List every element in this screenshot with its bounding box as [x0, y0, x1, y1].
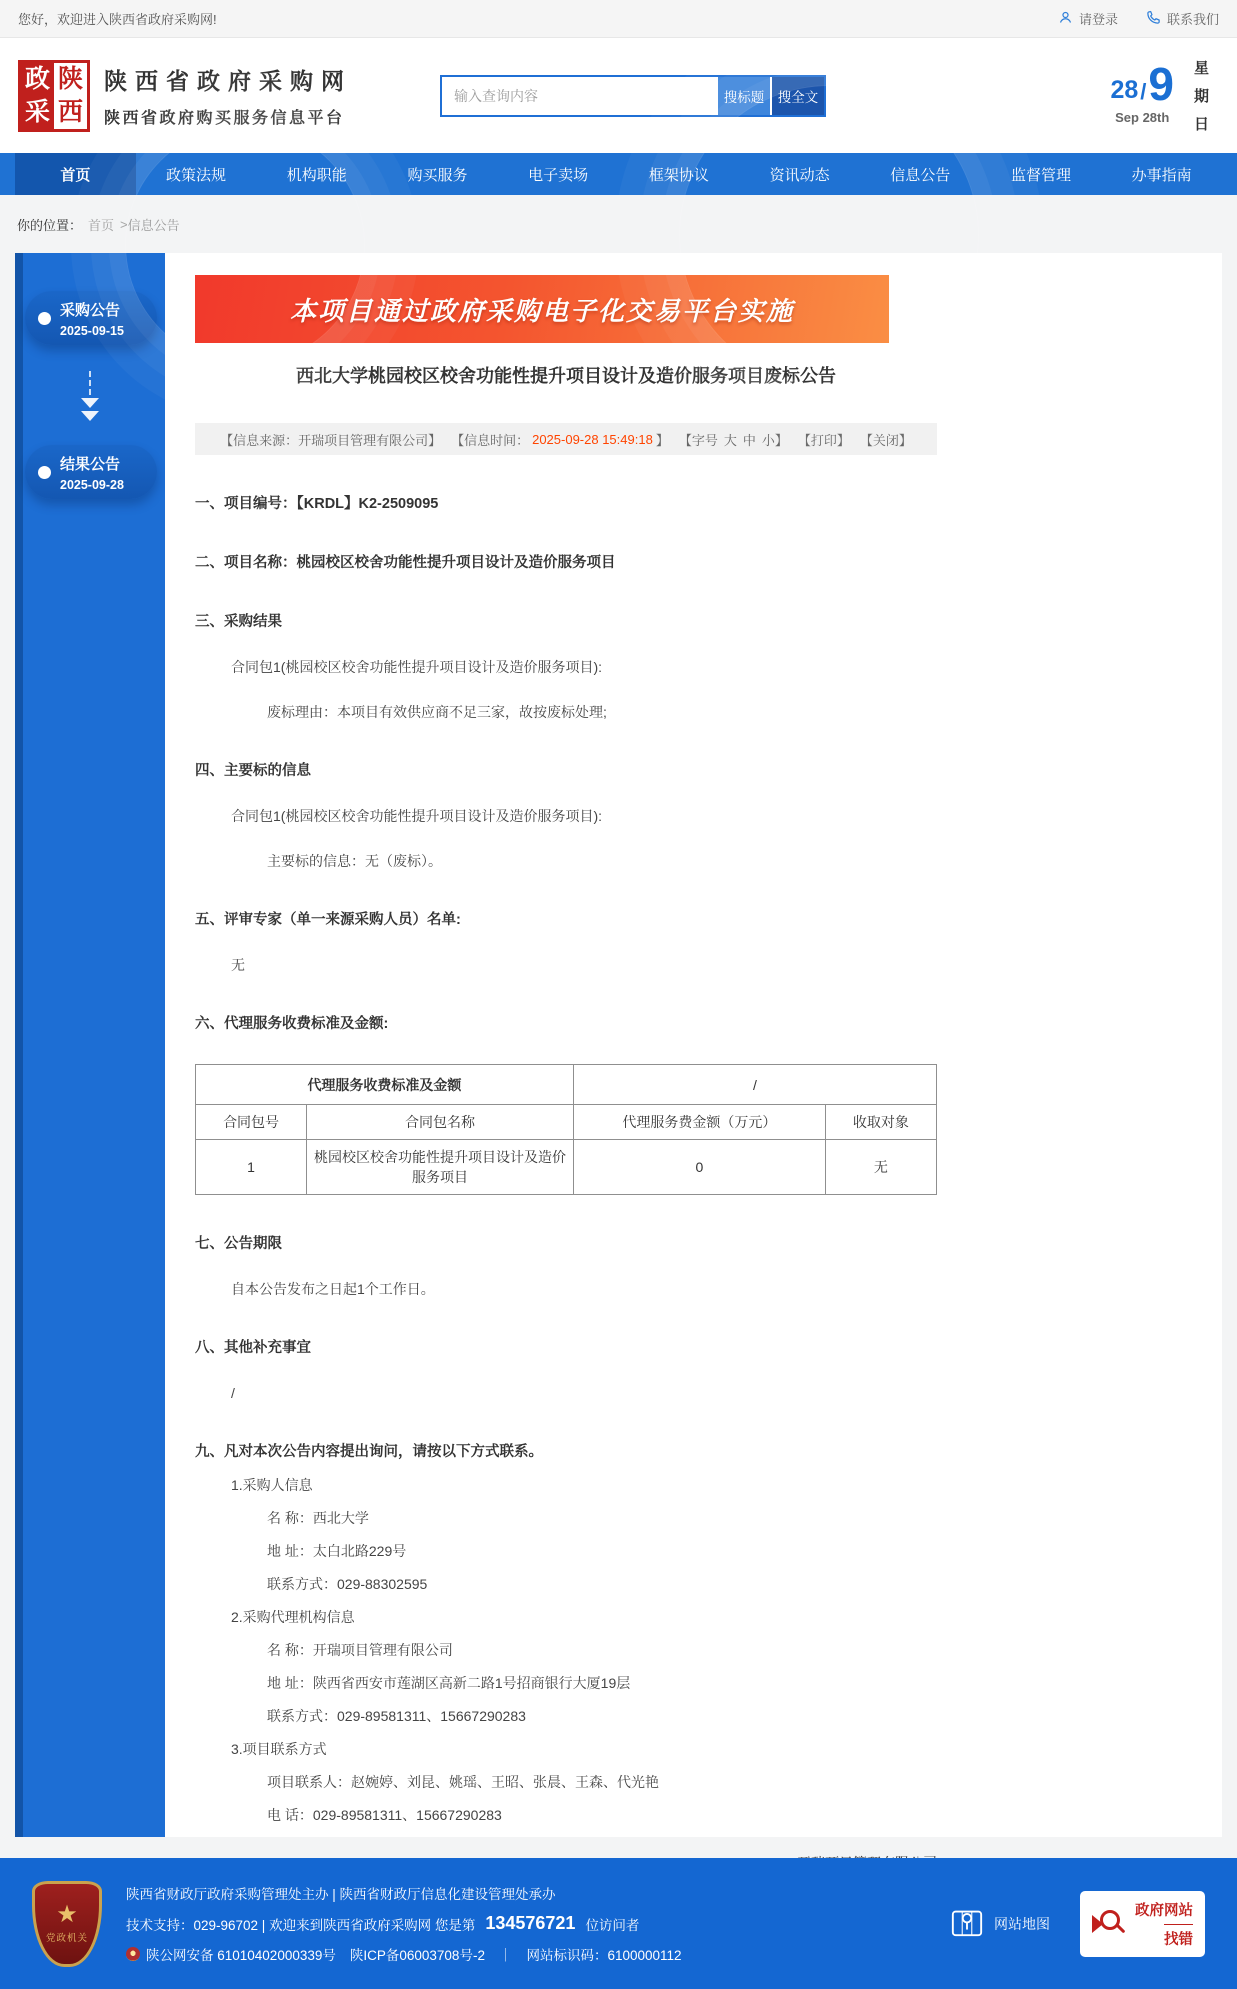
- article-card: [165, 253, 1222, 1837]
- breadcrumb-home[interactable]: 首页: [88, 217, 115, 233]
- info-source: 【信息来源：开瑞项目管理有限公司】: [220, 432, 442, 448]
- breadcrumb-prefix: 你的位置：: [17, 217, 83, 233]
- content-area: [0, 253, 1237, 1837]
- banner-text: 本项目通过政府采购电子化交易平台实施: [289, 295, 794, 326]
- visitor-count: 134576721: [485, 1913, 576, 1933]
- font-size-medium[interactable]: 中: [742, 432, 756, 448]
- user-icon: [1058, 10, 1073, 28]
- logo-char: 政: [21, 63, 54, 96]
- icp-link[interactable]: 陕ICP备06003708号-2: [349, 1948, 485, 1963]
- timeline-sidebar: [15, 253, 165, 1837]
- section-paragraph: 合同包1(桃园校区校舍功能性提升项目设计及造价服务项目):: [231, 659, 602, 675]
- site-code: 网站标识码：6100000112: [526, 1948, 682, 1963]
- cell-package-no: 1: [196, 1140, 307, 1195]
- font-size-small[interactable]: 小: [761, 432, 775, 448]
- close-button[interactable]: 【关闭】: [859, 432, 912, 448]
- section-paragraph: 无: [231, 957, 245, 973]
- cell-charged-party: 无: [825, 1140, 936, 1195]
- search-fulltext-button[interactable]: 搜全文: [772, 77, 824, 115]
- date-widget: [1110, 57, 1219, 134]
- nav-item-framework-agreement[interactable]: 框架协议: [648, 166, 709, 184]
- section-paragraph: /: [231, 1385, 235, 1401]
- nav-item-guide[interactable]: 办事指南: [1131, 166, 1192, 184]
- section-heading-8: 八、其他补充事宜: [195, 1340, 311, 1356]
- site-footer: [0, 1858, 1237, 1989]
- gov-site-error-report-badge[interactable]: 政府网站 找错: [1080, 1891, 1205, 1957]
- project-contact-heading: 3.项目联系方式: [231, 1741, 327, 1757]
- date-month: 9: [1148, 57, 1174, 110]
- date-day: 28: [1110, 76, 1139, 105]
- timeline-arrow-down-icon: [79, 371, 101, 421]
- col-header-package-no: 合同包号: [196, 1105, 307, 1140]
- fee-table-merged-header: 代理服务收费标准及金额: [196, 1065, 574, 1105]
- col-header-fee-amount: 代理服务费金额（万元）: [573, 1105, 825, 1140]
- footer-beian-line: 陕公网安备 61010402000339号 陕ICP备06003708号-2 ｜ 网站标识码：6100000112: [126, 1944, 690, 1964]
- nav-item-news[interactable]: 资讯动态: [769, 166, 830, 184]
- logo-char: 采: [21, 96, 54, 129]
- footer-right: [950, 1891, 1205, 1957]
- agency-contact: 联系方式：029-89581311、15667290283: [267, 1708, 526, 1724]
- date-numbers: 28 / 9 Sep 28th: [1110, 57, 1174, 126]
- table-header-row: [196, 1105, 937, 1140]
- section-heading-5: 五、评审专家（单一来源采购人员）名单:: [195, 912, 461, 928]
- gongan-beian-link[interactable]: 陕公网安备 61010402000339号: [146, 1948, 336, 1963]
- info-time-label: 【信息时间：: [451, 432, 530, 448]
- section-paragraph: 自本公告发布之日起1个工作日。: [231, 1281, 435, 1297]
- nav-item-home[interactable]: 首页: [15, 153, 136, 195]
- article: [195, 275, 937, 1911]
- site-name: 陕西省政府采购网: [104, 68, 352, 94]
- section-heading-1: 一、项目编号：【KRDL】K2-2509095: [195, 496, 439, 512]
- logo-char: 陕: [54, 63, 87, 96]
- map-icon: [950, 1905, 984, 1942]
- purchaser-info-heading: 1.采购人信息: [231, 1477, 313, 1493]
- timeline-dot: [38, 466, 51, 479]
- footer-tech-line: 技术支持：029-96702 | 欢迎来到陕西省政府采购网 您是第 134576721 位访问者: [126, 1913, 640, 1933]
- topbar-right: [1058, 9, 1219, 28]
- agency-info-heading: 2.采购代理机构信息: [231, 1609, 355, 1625]
- section-heading-4: 四、主要标的信息: [195, 763, 311, 779]
- breadcrumb-current[interactable]: 信息公告: [127, 217, 180, 233]
- logo-char: 西: [54, 96, 87, 129]
- fee-table-merged-value: /: [573, 1065, 936, 1105]
- date-english: Sep 28th: [1115, 110, 1170, 126]
- section-heading-3: 三、采购结果: [195, 614, 282, 630]
- search-input[interactable]: [442, 77, 718, 115]
- search-title-button[interactable]: 搜标题: [718, 77, 770, 115]
- sidebar-item-result-notice[interactable]: 结果公告 2025-09-28: [25, 445, 157, 499]
- e-trading-platform-banner: [195, 275, 889, 343]
- col-header-package-name: 合同包名称: [307, 1105, 574, 1140]
- site-header: [0, 38, 1237, 153]
- font-size-label: 【字号: [678, 432, 718, 448]
- purchaser-name: 名 称：西北大学: [267, 1510, 369, 1526]
- nav-item-org-functions[interactable]: 机构职能: [286, 166, 347, 184]
- footer-sponsor-line: 陕西省财政厅政府采购管理处主办 | 陕西省财政厅信息化建设管理处承办: [126, 1887, 556, 1902]
- col-header-charged-party: 收取对象: [825, 1105, 936, 1140]
- nav-item-e-mall[interactable]: 电子卖场: [528, 166, 589, 184]
- phone-icon: [1146, 10, 1161, 28]
- font-size-large[interactable]: 大: [723, 432, 737, 448]
- agency-fee-table: [195, 1064, 937, 1195]
- site-subtitle: 陕西省政府购买服务信息平台: [104, 110, 345, 127]
- purchaser-contact: 联系方式：029-88302595: [267, 1576, 428, 1592]
- footer-text-block: [126, 1883, 690, 1964]
- public-security-badge-icon: [126, 1947, 140, 1961]
- emblem-star-icon: ★: [56, 1901, 78, 1928]
- top-utility-bar: [0, 0, 1237, 38]
- section-heading-7: 七、公告期限: [195, 1236, 282, 1252]
- agency-address: 地 址：陕西省西安市莲湖区高新二路1号招商银行大厦19层: [267, 1675, 631, 1691]
- nav-item-announcements[interactable]: 信息公告: [890, 166, 951, 184]
- agency-name: 名 称：开瑞项目管理有限公司: [267, 1642, 453, 1658]
- project-contacts: 项目联系人：赵婉婷、刘昆、姚瑶、王昭、张晨、王森、代光艳: [267, 1774, 659, 1790]
- cell-package-name: 桃园校区校舍功能性提升项目设计及造价服务项目: [307, 1140, 574, 1195]
- contact-us-link[interactable]: 联系我们: [1146, 9, 1219, 28]
- nav-item-supervision[interactable]: 监督管理: [1010, 166, 1071, 184]
- table-row: [196, 1065, 937, 1105]
- section-paragraph: 合同包1(桃园校区校舍功能性提升项目设计及造价服务项目):: [231, 808, 602, 824]
- print-button[interactable]: 【打印】: [797, 432, 850, 448]
- announcement-title: 西北大学桃园校区校舍功能性提升项目设计及造价服务项目废标公告: [296, 366, 836, 386]
- section-heading-2: 二、项目名称：桃园校区校舍功能性提升项目设计及造价服务项目: [195, 555, 616, 571]
- nav-item-purchase-services[interactable]: 购买服务: [407, 166, 468, 184]
- table-row: [196, 1140, 937, 1195]
- section-heading-6: 六、代理服务收费标准及金额:: [195, 1016, 389, 1032]
- welcome-text: 您好，欢迎进入陕西省政府采购网!: [18, 12, 217, 27]
- sitemap-link[interactable]: 网站地图: [950, 1905, 1050, 1942]
- purchaser-address: 地 址：太白北路229号: [267, 1543, 407, 1559]
- site-logo[interactable]: [18, 60, 90, 132]
- sidebar-item-procurement-notice[interactable]: 采购公告 2025-09-15: [25, 291, 157, 345]
- article-meta-bar: 【信息来源：开瑞项目管理有限公司】 【信息时间： 2025-09-28 15:49:18 】 【字号 大 中 小 】 【打印】 【关闭】: [195, 423, 937, 455]
- section-paragraph: 废标理由：本项目有效供应商不足三家，故按废标处理;: [267, 704, 607, 720]
- project-phone: 电 话：029-89581311、15667290283: [267, 1807, 502, 1823]
- nav-item-policy[interactable]: 政策法规: [166, 166, 227, 184]
- weekday-vertical: 星 期 日: [1193, 60, 1209, 133]
- party-government-emblem: ★ 党政机关: [32, 1881, 102, 1967]
- site-titles: [104, 63, 352, 128]
- info-time-value: 2025-09-28 15:49:18: [532, 431, 653, 447]
- timeline-dot: [38, 312, 51, 325]
- error-report-magnifier-icon: [1092, 1907, 1126, 1941]
- section-paragraph: 主要标的信息：无（废标）。: [267, 853, 442, 869]
- login-link[interactable]: 请登录: [1058, 9, 1118, 28]
- cell-fee-amount: 0: [573, 1140, 825, 1195]
- breadcrumb: 你的位置： 首页 > 信息公告: [17, 216, 180, 233]
- section-heading-9: 九、凡对本次公告内容提出询问，请按以下方式联系。: [195, 1444, 543, 1460]
